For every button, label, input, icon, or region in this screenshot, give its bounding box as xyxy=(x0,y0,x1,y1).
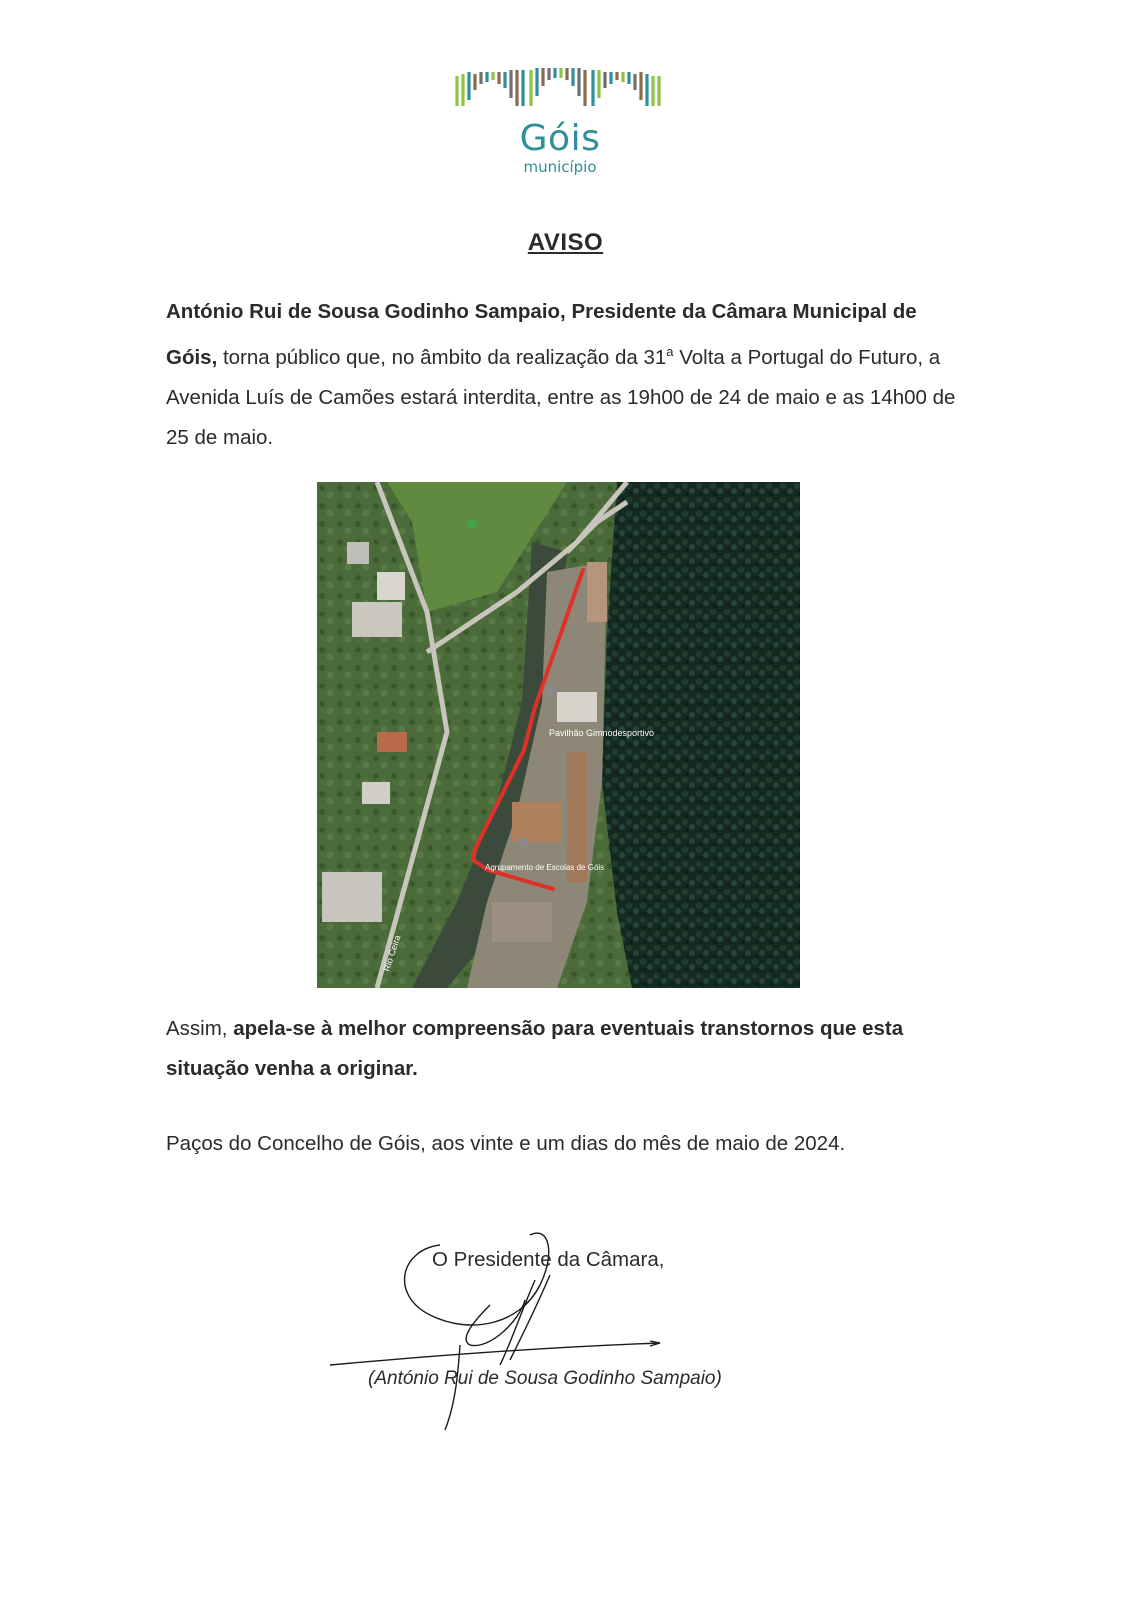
map-image xyxy=(317,482,800,988)
pavilion-marker-icon xyxy=(546,687,556,697)
page-title: AVISO xyxy=(527,229,604,256)
logo-subtitle: município xyxy=(523,158,597,176)
appeal-paragraph xyxy=(166,1009,936,1089)
appeal-lead: Assim, xyxy=(166,1017,234,1040)
signature-role: O Presidente da Câmara, xyxy=(432,1248,665,1271)
announcement-paragraph xyxy=(166,292,966,458)
ordinal-superscript: a xyxy=(666,344,674,359)
map-label-pavilion: Pavilhão Gimnodesportivo xyxy=(549,728,655,738)
satellite-map xyxy=(317,482,800,988)
school-marker-icon xyxy=(518,837,528,847)
announcement-text-a: torna público que, no âmbito da realização da 31 xyxy=(217,345,667,369)
park-marker-icon xyxy=(467,519,477,529)
map-label-river: Rio Ceira xyxy=(381,933,403,973)
logo-name: Góis xyxy=(519,118,601,159)
map-label-school: Agrupamento de Escolas de Góis xyxy=(485,863,605,872)
municipality-logo xyxy=(455,62,665,182)
announcement-lead: António Rui de Sousa Godinho Sampaio, Presidente da Câmara Municipal de Góis, xyxy=(166,300,917,369)
dateline: Paços do Concelho de Góis, aos vinte e um dias do mês de maio de 2024. xyxy=(166,1132,846,1155)
signature-name: (António Rui de Sousa Godinho Sampaio) xyxy=(368,1368,722,1389)
logo-bars-icon xyxy=(455,62,665,112)
appeal-bold: apela-se à melhor compreensão para eventuais transtornos que esta situação venha a originar. xyxy=(166,1017,904,1080)
announcement-text-b: Volta a Portugal do Futuro, a Avenida Luís de Camões estará interdita, entre as 19h00 de 24 de maio e as 14h00 de 25 de maio. xyxy=(166,345,956,449)
